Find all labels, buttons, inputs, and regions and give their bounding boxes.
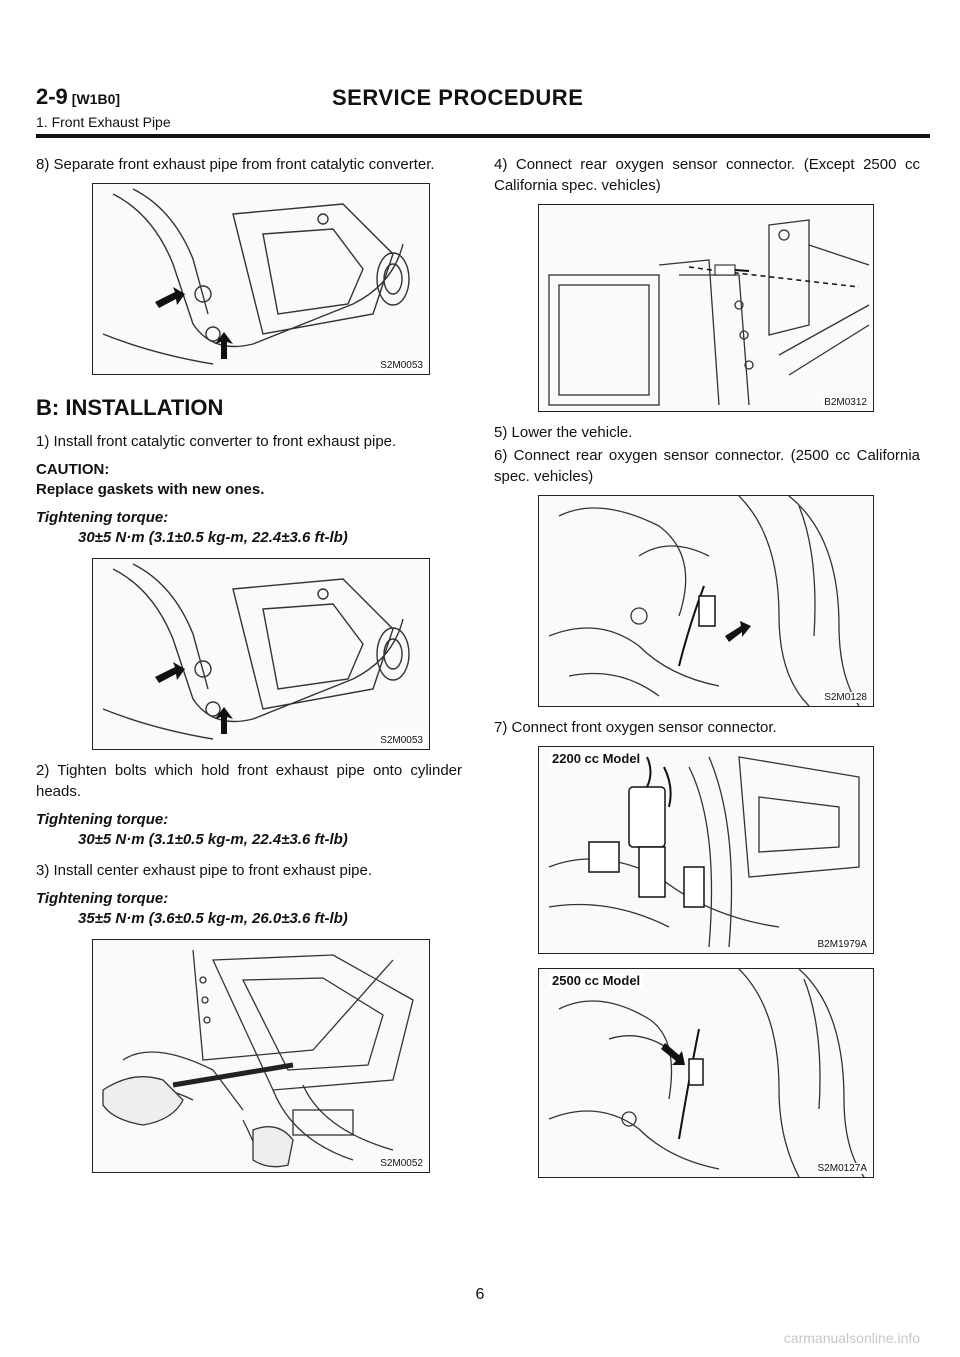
rear-o2-illustration bbox=[539, 205, 873, 411]
arrow-icon bbox=[725, 621, 751, 642]
figure-exhaust-pipe-1 bbox=[92, 183, 430, 375]
figure-id: S2M0053 bbox=[380, 735, 423, 746]
figure-id: S2M0053 bbox=[380, 360, 423, 371]
figure-id: S2M0128 bbox=[824, 692, 867, 703]
page-header bbox=[36, 84, 930, 138]
torque-heading: Tightening torque: bbox=[36, 811, 169, 828]
right-column bbox=[494, 154, 920, 1188]
torque-value: 35±5 N·m (3.6±0.5 kg-m, 26.0±3.6 ft-lb) bbox=[78, 910, 348, 927]
arrow-icon bbox=[661, 1043, 685, 1065]
arrow-icon bbox=[215, 707, 233, 734]
section-code: 2-9 [W1B0] bbox=[36, 84, 121, 109]
step-6-text: 6) Connect rear oxygen sensor connector. (2500 cc California spec. vehicles) bbox=[494, 447, 920, 485]
step-1-text: 1) Install front catalytic converter to front exhaust pipe. bbox=[36, 433, 397, 450]
front-o2-2200-illustration bbox=[539, 747, 873, 953]
rear-o2-2500-illustration bbox=[539, 496, 873, 706]
figure-rear-o2-connector-2500 bbox=[538, 495, 874, 707]
arrow-icon bbox=[215, 332, 233, 359]
left-column bbox=[36, 154, 462, 1183]
watermark: carmanualsonline.info bbox=[783, 1330, 920, 1346]
page-number: 6 bbox=[475, 1286, 485, 1303]
figure-rear-o2-connector bbox=[538, 204, 874, 412]
torque-heading: Tightening torque: bbox=[36, 890, 169, 907]
header-rule bbox=[36, 134, 930, 138]
figure-id: S2M0127A bbox=[817, 1163, 867, 1174]
figure-front-o2-2200 bbox=[538, 746, 874, 954]
page-title: SERVICE PROCEDURE bbox=[332, 85, 584, 110]
figure-label: 2500 cc Model bbox=[549, 973, 643, 988]
exhaust-pipe-illustration bbox=[93, 184, 429, 374]
figure-id: S2M0052 bbox=[380, 1158, 423, 1169]
figure-id: B2M0312 bbox=[824, 397, 867, 408]
figure-exhaust-pipe-2 bbox=[92, 558, 430, 750]
torque-value: 30±5 N·m (3.1±0.5 kg-m, 22.4±3.6 ft-lb) bbox=[78, 831, 348, 848]
torque-heading: Tightening torque: bbox=[36, 509, 169, 526]
step-8-text: 8) Separate front exhaust pipe from front catalytic converter. bbox=[36, 156, 435, 173]
figure-front-o2-2500 bbox=[538, 968, 874, 1178]
caution-text: Replace gaskets with new ones. bbox=[36, 481, 265, 498]
step-7-text: 7) Connect front oxygen sensor connector. bbox=[494, 719, 777, 736]
section-ref: [W1B0] bbox=[71, 91, 121, 107]
page-subtitle: 1. Front Exhaust Pipe bbox=[36, 114, 171, 130]
figure-center-exhaust-pipe bbox=[92, 939, 430, 1173]
step-2-text: 2) Tighten bolts which hold front exhaust pipe onto cylinder heads. bbox=[36, 762, 462, 800]
caution-heading: CAUTION: bbox=[36, 461, 110, 478]
front-o2-2500-illustration bbox=[539, 969, 873, 1177]
arrow-icon bbox=[155, 287, 185, 308]
exhaust-pipe-illustration bbox=[93, 559, 429, 749]
arrow-icon bbox=[155, 662, 185, 683]
center-pipe-illustration bbox=[93, 940, 429, 1172]
step-5-text: 5) Lower the vehicle. bbox=[494, 424, 633, 441]
section-heading-installation: B: INSTALLATION bbox=[36, 395, 224, 420]
figure-label: 2200 cc Model bbox=[549, 751, 643, 766]
figure-id: B2M1979A bbox=[817, 939, 867, 950]
torque-value: 30±5 N·m (3.1±0.5 kg-m, 22.4±3.6 ft-lb) bbox=[78, 529, 348, 546]
step-3-text: 3) Install center exhaust pipe to front exhaust pipe. bbox=[36, 862, 373, 879]
step-4-text: 4) Connect rear oxygen sensor connector. (Except 2500 cc California spec. vehicles) bbox=[494, 156, 920, 194]
